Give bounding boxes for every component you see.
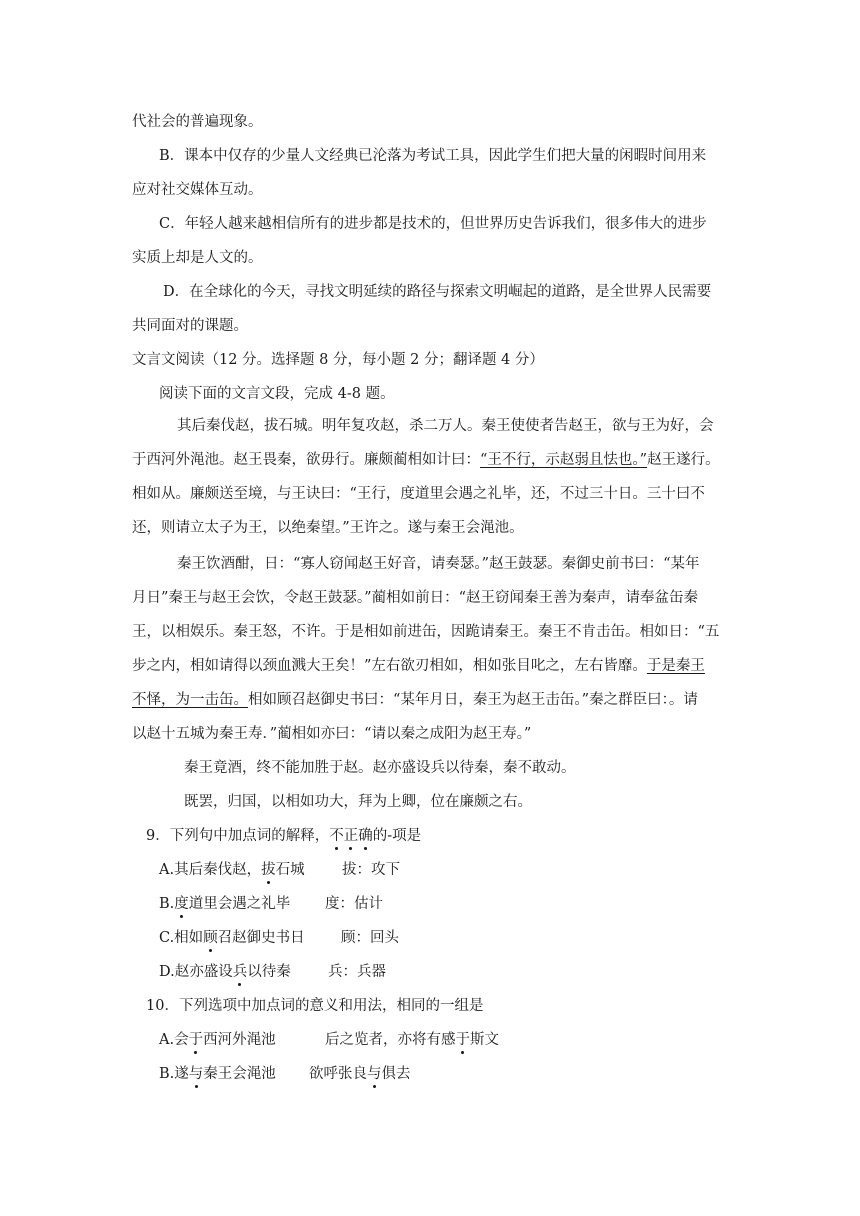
passage-p2-line6: 以赵十五城为秦王寿．”蔺相如亦曰：“请以秦之成阳为赵王寿。” [132, 726, 532, 742]
dotted-char: 于 [188, 1032, 204, 1048]
passage-text: 赵王遂行。 [647, 452, 720, 468]
q9-option-d [159, 962, 291, 982]
passage-p1-line4: 还，则请立太子为王，以绝秦望。”王许之。遂与秦王会渑池。 [132, 520, 524, 536]
q9-stem-text: 的-项是 [372, 828, 422, 844]
option-text: 斯文 [470, 1032, 499, 1048]
underlined-sentence: 不怿，为一击缶。 [132, 692, 248, 708]
option-d-line2: 共同面对的课题。 [132, 318, 248, 334]
dotted-char: 确 [358, 828, 373, 844]
q9-option-b-explanation: 度：估计 [325, 896, 383, 912]
q9-option-d-explanation: 兵：兵器 [328, 964, 386, 980]
option-text: D.赵亦盛设 [159, 964, 233, 980]
option-text: B.遂 [159, 1066, 189, 1082]
option-text: 以待秦 [247, 964, 291, 980]
underlined-sentence: “王不行，示赵弱且怯也。” [480, 452, 648, 468]
option-c-line1: C．年轻人越来越相信所有的进步都是技术的，但世界历史告诉我们，很多伟大的进步 [159, 216, 707, 232]
q10-option-a [159, 1030, 276, 1050]
dotted-char: 拔 [261, 862, 276, 878]
q9-stem-text: 9．下列句中加点词的解释， [146, 828, 330, 844]
option-text: 西河外渑池 [203, 1032, 276, 1048]
option-text: 后之览者，亦将有感 [325, 1032, 456, 1048]
q10-option-b-compare [309, 1064, 411, 1084]
option-text: B. [159, 896, 175, 912]
passage-p2-line3: 王，以相娱乐。秦王怒，不许。于是相如前进缶，因跪请秦王。秦王不肯击缶。相如日：“五 [132, 624, 720, 640]
passage-p2-line4 [132, 656, 705, 676]
option-text: A.会 [159, 1032, 189, 1048]
passage-text: 相如顾召赵御史书曰：“某年月日，秦王为赵王击缶。”秦之群臣曰：。请 [248, 692, 698, 708]
passage-text: 于西河外渑池。赵王畏秦，欲毋行。廉颇蔺相如计曰： [132, 452, 480, 468]
underlined-sentence: 于是秦王 [646, 658, 705, 674]
passage-p2-line2: 月日”秦王与赵王会饮，令赵王鼓瑟。”蔺相如前日：“赵王窃闻秦王善为秦声，请奉盆缶秦 [132, 590, 698, 606]
option-text: 欲呼张良 [309, 1066, 367, 1082]
passage-p4: 既罢，归国，以相如功大，拜为上卿，位在廉颇之右。 [184, 794, 532, 810]
passage-p1-line1: 其后秦伐赵，拔石城。明年复攻赵，杀二万人。秦王使使者告赵王，欲与王为好，会 [177, 418, 714, 434]
q9-option-a [159, 860, 305, 880]
section-heading: 文言文阅读（12 分。选择题 8 分，每小题 2 分；翻译题 4 分） [132, 352, 544, 368]
passage-text: 步之内，相如请得以颈血溅大王矣！”左右欲刃相如，相如张目叱之，左右皆靡。 [132, 658, 647, 674]
option-text: 召赵御史书日 [217, 930, 305, 946]
option-text: 石城 [275, 862, 305, 878]
dotted-char: 兵 [232, 964, 248, 980]
option-b-line1: B．课本中仅存的少量人文经典已沦落为考试工具，因此学生们把大量的闲暇时间用来 [159, 148, 707, 164]
q9-stem [146, 826, 421, 846]
q10-option-a-compare [325, 1030, 499, 1050]
option-text: C.相如 [159, 930, 204, 946]
passage-p2-line1: 秦王饮酒酣，日：“寡人窃闻赵王好音，请奏瑟。”赵王鼓瑟。秦御史前书曰：“某年 [177, 556, 700, 572]
instruction: 阅读下面的文言文段，完成 4-8 题。 [159, 386, 395, 402]
q10-option-b [159, 1064, 276, 1084]
option-b-line2: 应对社交媒体互动。 [132, 182, 263, 198]
q10-stem: 10．下列选项中加点词的意义和用法，相同的一组是 [146, 998, 484, 1014]
option-text: A.其后秦伐赵， [159, 862, 262, 878]
q9-option-c-explanation: 顾：回头 [341, 930, 399, 946]
q9-option-b [159, 894, 290, 914]
passage-p2-line5 [132, 690, 698, 710]
option-text: 俱去 [381, 1066, 411, 1082]
passage-p1-line2 [132, 450, 720, 470]
option-text: 秦王会渑池 [203, 1066, 276, 1082]
dotted-char: 与 [367, 1066, 382, 1082]
passage-p3: 秦王竟酒，终不能加胜于赵。赵亦盛设兵以待秦，秦不敢动。 [184, 760, 576, 776]
option-a-continuation: 代社会的普遍现象。 [132, 114, 263, 130]
dotted-char: 于 [455, 1032, 470, 1048]
passage-p1-line3: 相如从。廉颇送至境，与王诀曰：“王行，度道里会遇之礼毕，还，不过三十日。三十曰不 [132, 486, 705, 502]
option-c-line2: 实质上却是人文的。 [132, 250, 263, 266]
dotted-char: 度 [174, 896, 189, 912]
dotted-char: 与 [188, 1066, 204, 1082]
dotted-char: 不 [329, 828, 344, 844]
option-text: 道里会遇之礼毕 [188, 896, 291, 912]
q9-option-c [159, 928, 305, 948]
dotted-char: 正 [343, 828, 359, 844]
q9-option-a-explanation: 拔：攻下 [342, 862, 400, 878]
dotted-char: 顾 [203, 930, 218, 946]
option-d-line1: D．在全球化的今天，寻找文明延续的路径与探索文明崛起的道路，是全世界人民需要 [163, 284, 712, 300]
